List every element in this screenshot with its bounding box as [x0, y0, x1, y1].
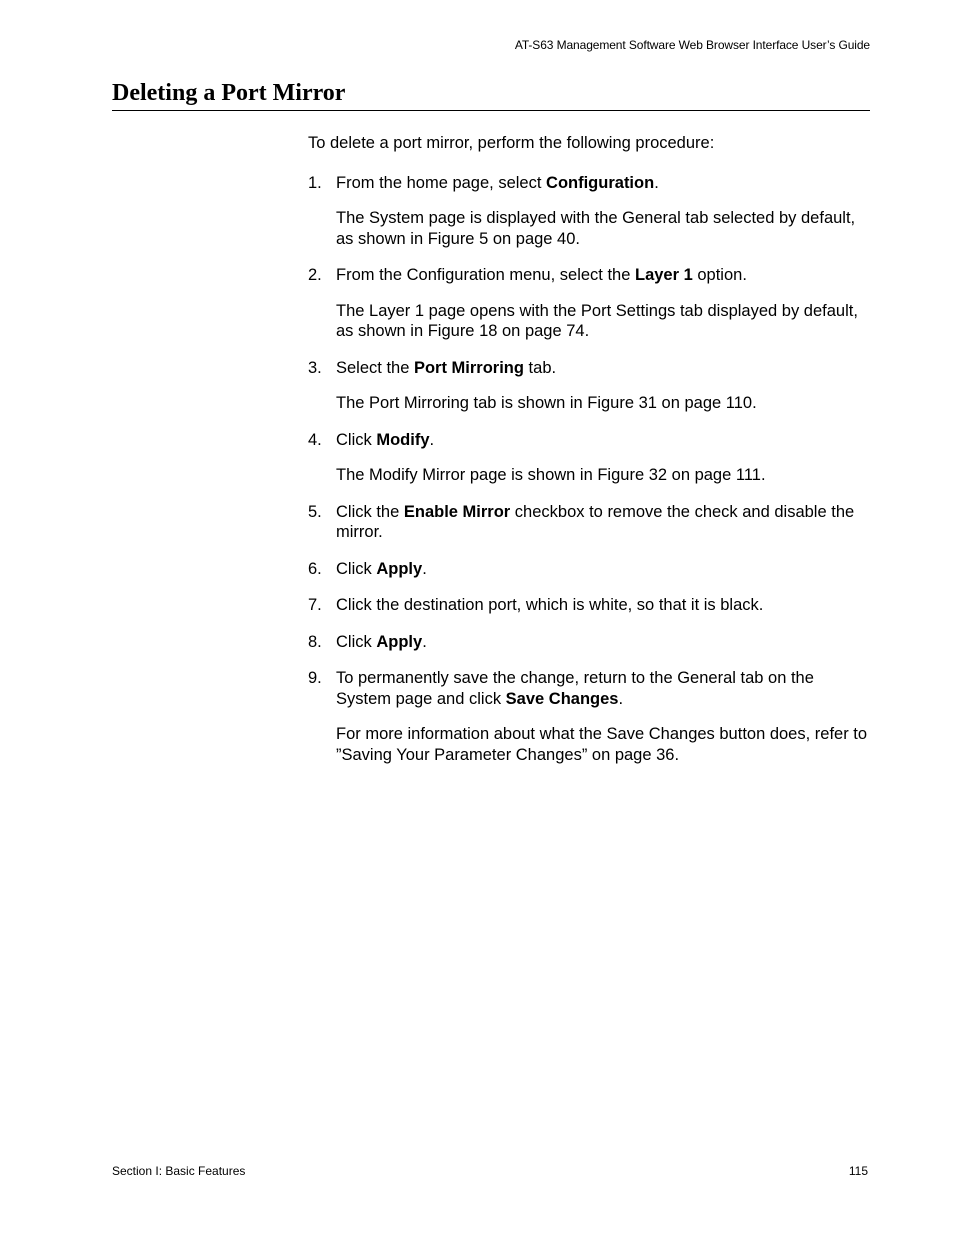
section-title: Deleting a Port Mirror: [112, 80, 346, 106]
step-text-post: .: [422, 559, 427, 578]
step-9: [308, 668, 868, 765]
step-text-post: .: [429, 430, 435, 449]
step-text-bold: Enable Mirror: [403, 502, 511, 521]
step-instruction: [336, 559, 868, 580]
step-text-bold: Port Mirroring: [413, 358, 524, 377]
footer-section-label: Section I: Basic Features: [112, 1164, 246, 1178]
step-text-post: option.: [692, 266, 747, 284]
step-note: The Modify Mirror page is shown in Figure 32 on page 111.: [336, 466, 766, 484]
step-text-pre: Click: [336, 632, 377, 651]
title-rule: [112, 110, 870, 111]
step-number: 9.: [308, 669, 322, 687]
step-instruction: [336, 668, 868, 709]
step-instruction: [336, 430, 868, 451]
step-text-bold: Save Changes: [505, 689, 619, 708]
step-number: 1.: [308, 173, 322, 192]
step-number: 3.: [308, 358, 322, 377]
step-text-bold: Modify: [376, 430, 430, 449]
step-number: 7.: [308, 596, 322, 614]
step-text-post: .: [422, 632, 427, 651]
step-instruction: [336, 502, 868, 543]
step-7: [308, 595, 868, 616]
step-text-post: .: [654, 173, 659, 192]
step-note: The Port Mirroring tab is shown in Figure 31 on page 110.: [336, 394, 757, 412]
step-text-post: tab.: [523, 358, 557, 377]
step-number: 5.: [308, 502, 322, 521]
step-instruction: Click the destination port, which is white, so that it is black.: [336, 596, 764, 614]
step-note: For more information about what the Save Changes button does, refer to ”Saving Your Parameter Changes” on page 36.: [336, 725, 868, 764]
step-text-bold: Apply: [376, 559, 423, 578]
step-instruction: [336, 173, 868, 194]
step-2: [308, 265, 868, 342]
intro-paragraph: To delete a port mirror, perform the following procedure:: [308, 134, 715, 152]
step-text-bold: Layer 1: [634, 266, 693, 284]
step-text-pre: Select the: [336, 358, 414, 377]
step-number: 6.: [308, 559, 322, 578]
step-text-post: .: [618, 689, 624, 708]
step-text-pre: To permanently save the change, return to the General tab on the System page and click: [336, 669, 814, 708]
step-1: [308, 173, 868, 250]
step-number: 8.: [308, 632, 322, 651]
step-number: 4.: [308, 430, 322, 449]
step-3: [308, 358, 868, 414]
step-text-bold: Apply: [376, 632, 423, 651]
step-note: The Layer 1 page opens with the Port Settings tab displayed by default, as shown in Figure 18 on page 74.: [336, 301, 858, 340]
step-text-pre: Click: [336, 430, 377, 449]
step-text-pre: From the Configuration menu, select the: [336, 266, 635, 284]
step-text-post: checkbox to remove the check and disable the mirror.: [336, 502, 855, 541]
step-instruction: [336, 358, 868, 379]
step-instruction: [336, 632, 868, 653]
footer-page-number: 115: [848, 1164, 868, 1178]
running-header: AT-S63 Management Software Web Browser Interface User’s Guide: [514, 38, 870, 52]
procedure-body: [308, 133, 868, 781]
step-5: [308, 502, 868, 543]
step-text-pre: Click: [336, 559, 377, 578]
step-text-pre: From the home page, select: [336, 173, 547, 192]
procedure-steps: [308, 173, 868, 766]
step-note: The System page is displayed with the General tab selected by default, as shown in Figure 5 on page 40.: [336, 209, 856, 248]
step-text-pre: Click the: [336, 502, 404, 521]
step-text-bold: Configuration: [546, 173, 655, 192]
step-number: 2.: [308, 266, 322, 284]
step-6: [308, 559, 868, 580]
step-instruction: [336, 265, 868, 286]
step-8: [308, 632, 868, 653]
step-4: [308, 430, 868, 486]
